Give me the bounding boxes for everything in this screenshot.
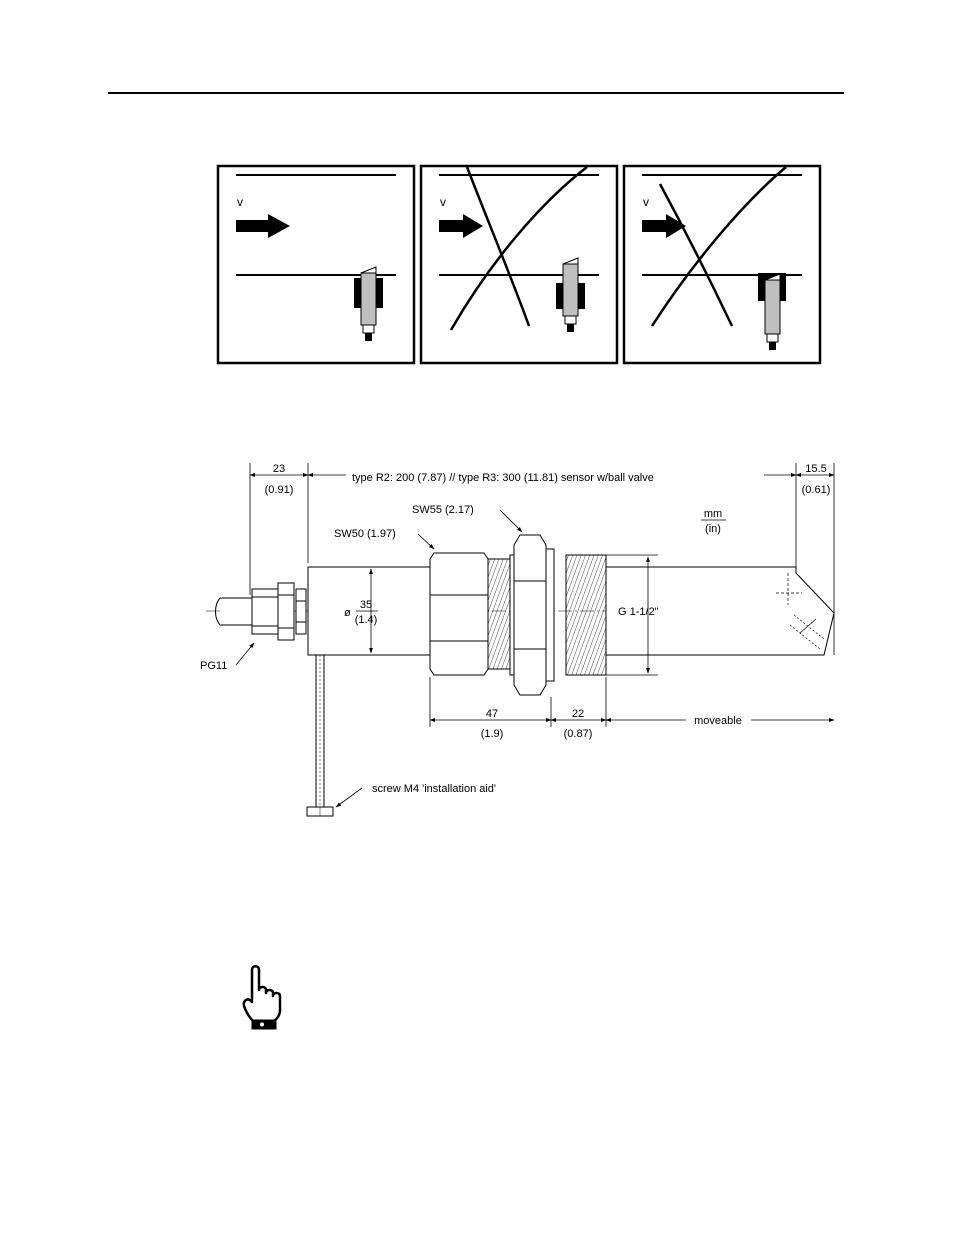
dim-top-left-inch: (0.91): [264, 484, 294, 496]
pointing-hand-svg: [238, 962, 290, 1032]
panel-wrong-recessed: [624, 166, 820, 363]
sensor-icon: [556, 258, 585, 332]
diameter-symbol: ø: [344, 607, 351, 619]
diameter-value: 35: [359, 599, 373, 611]
flow-arrow-icon: [439, 214, 483, 238]
sensor-icon: [354, 267, 383, 341]
installation-panels: [216, 164, 824, 366]
sw55-hex-nut: [510, 535, 554, 695]
thread-label: G 1-1/2": [618, 606, 659, 618]
header-rule: [108, 92, 844, 94]
thread-section-1: [488, 559, 510, 669]
dim-47: 47: [485, 708, 499, 720]
pointing-hand-icon: [238, 962, 290, 1032]
dim-47-inch: (1.9): [480, 728, 504, 740]
screw-note: screw M4 'installation aid': [372, 783, 497, 795]
units-inch: (in): [705, 523, 721, 535]
sw55-leader: [500, 510, 522, 532]
sw55-label: SW55 (2.17): [412, 504, 474, 516]
sensor-icon: [758, 273, 786, 350]
moveable-label: moveable: [694, 715, 742, 727]
pg11-cable-gland: [252, 583, 306, 640]
flow-arrow-icon: [642, 214, 686, 238]
pg11-leader: [236, 643, 254, 665]
velocity-label: v: [440, 195, 446, 209]
velocity-label: v: [237, 195, 243, 209]
sw50-label: SW50 (1.97): [334, 528, 396, 540]
installation-aid-screw: [307, 655, 333, 816]
dim-top-right: 15.5: [805, 463, 827, 475]
dim-top-left: 23: [272, 463, 286, 475]
flow-arrow-icon: [236, 214, 290, 238]
dim-top-main: type R2: 200 (7.87) // type R3: 300 (11.81) sensor w/ball valve: [352, 472, 654, 484]
dim-22: 22: [571, 708, 585, 720]
units-mm: mm: [703, 508, 723, 520]
dim-22-inch: (0.87): [563, 728, 593, 740]
dim-top-right-inch: (0.61): [801, 484, 831, 496]
thread-section-2: [566, 555, 606, 675]
cable: [216, 598, 253, 625]
sensor-dimension-svg: [196, 455, 846, 835]
pg11-label: PG11: [200, 660, 228, 672]
sw50-leader: [418, 534, 434, 549]
panel-correct: [218, 166, 414, 363]
panel-wrong-deep: [421, 166, 617, 363]
diameter-inch: (1.4): [354, 614, 378, 626]
sensor-dimension-drawing: [196, 455, 846, 835]
velocity-label: v: [643, 195, 649, 209]
screw-leader: [336, 788, 362, 807]
installation-panels-svg: [216, 164, 824, 366]
sw50-hex-nut: [430, 553, 488, 675]
